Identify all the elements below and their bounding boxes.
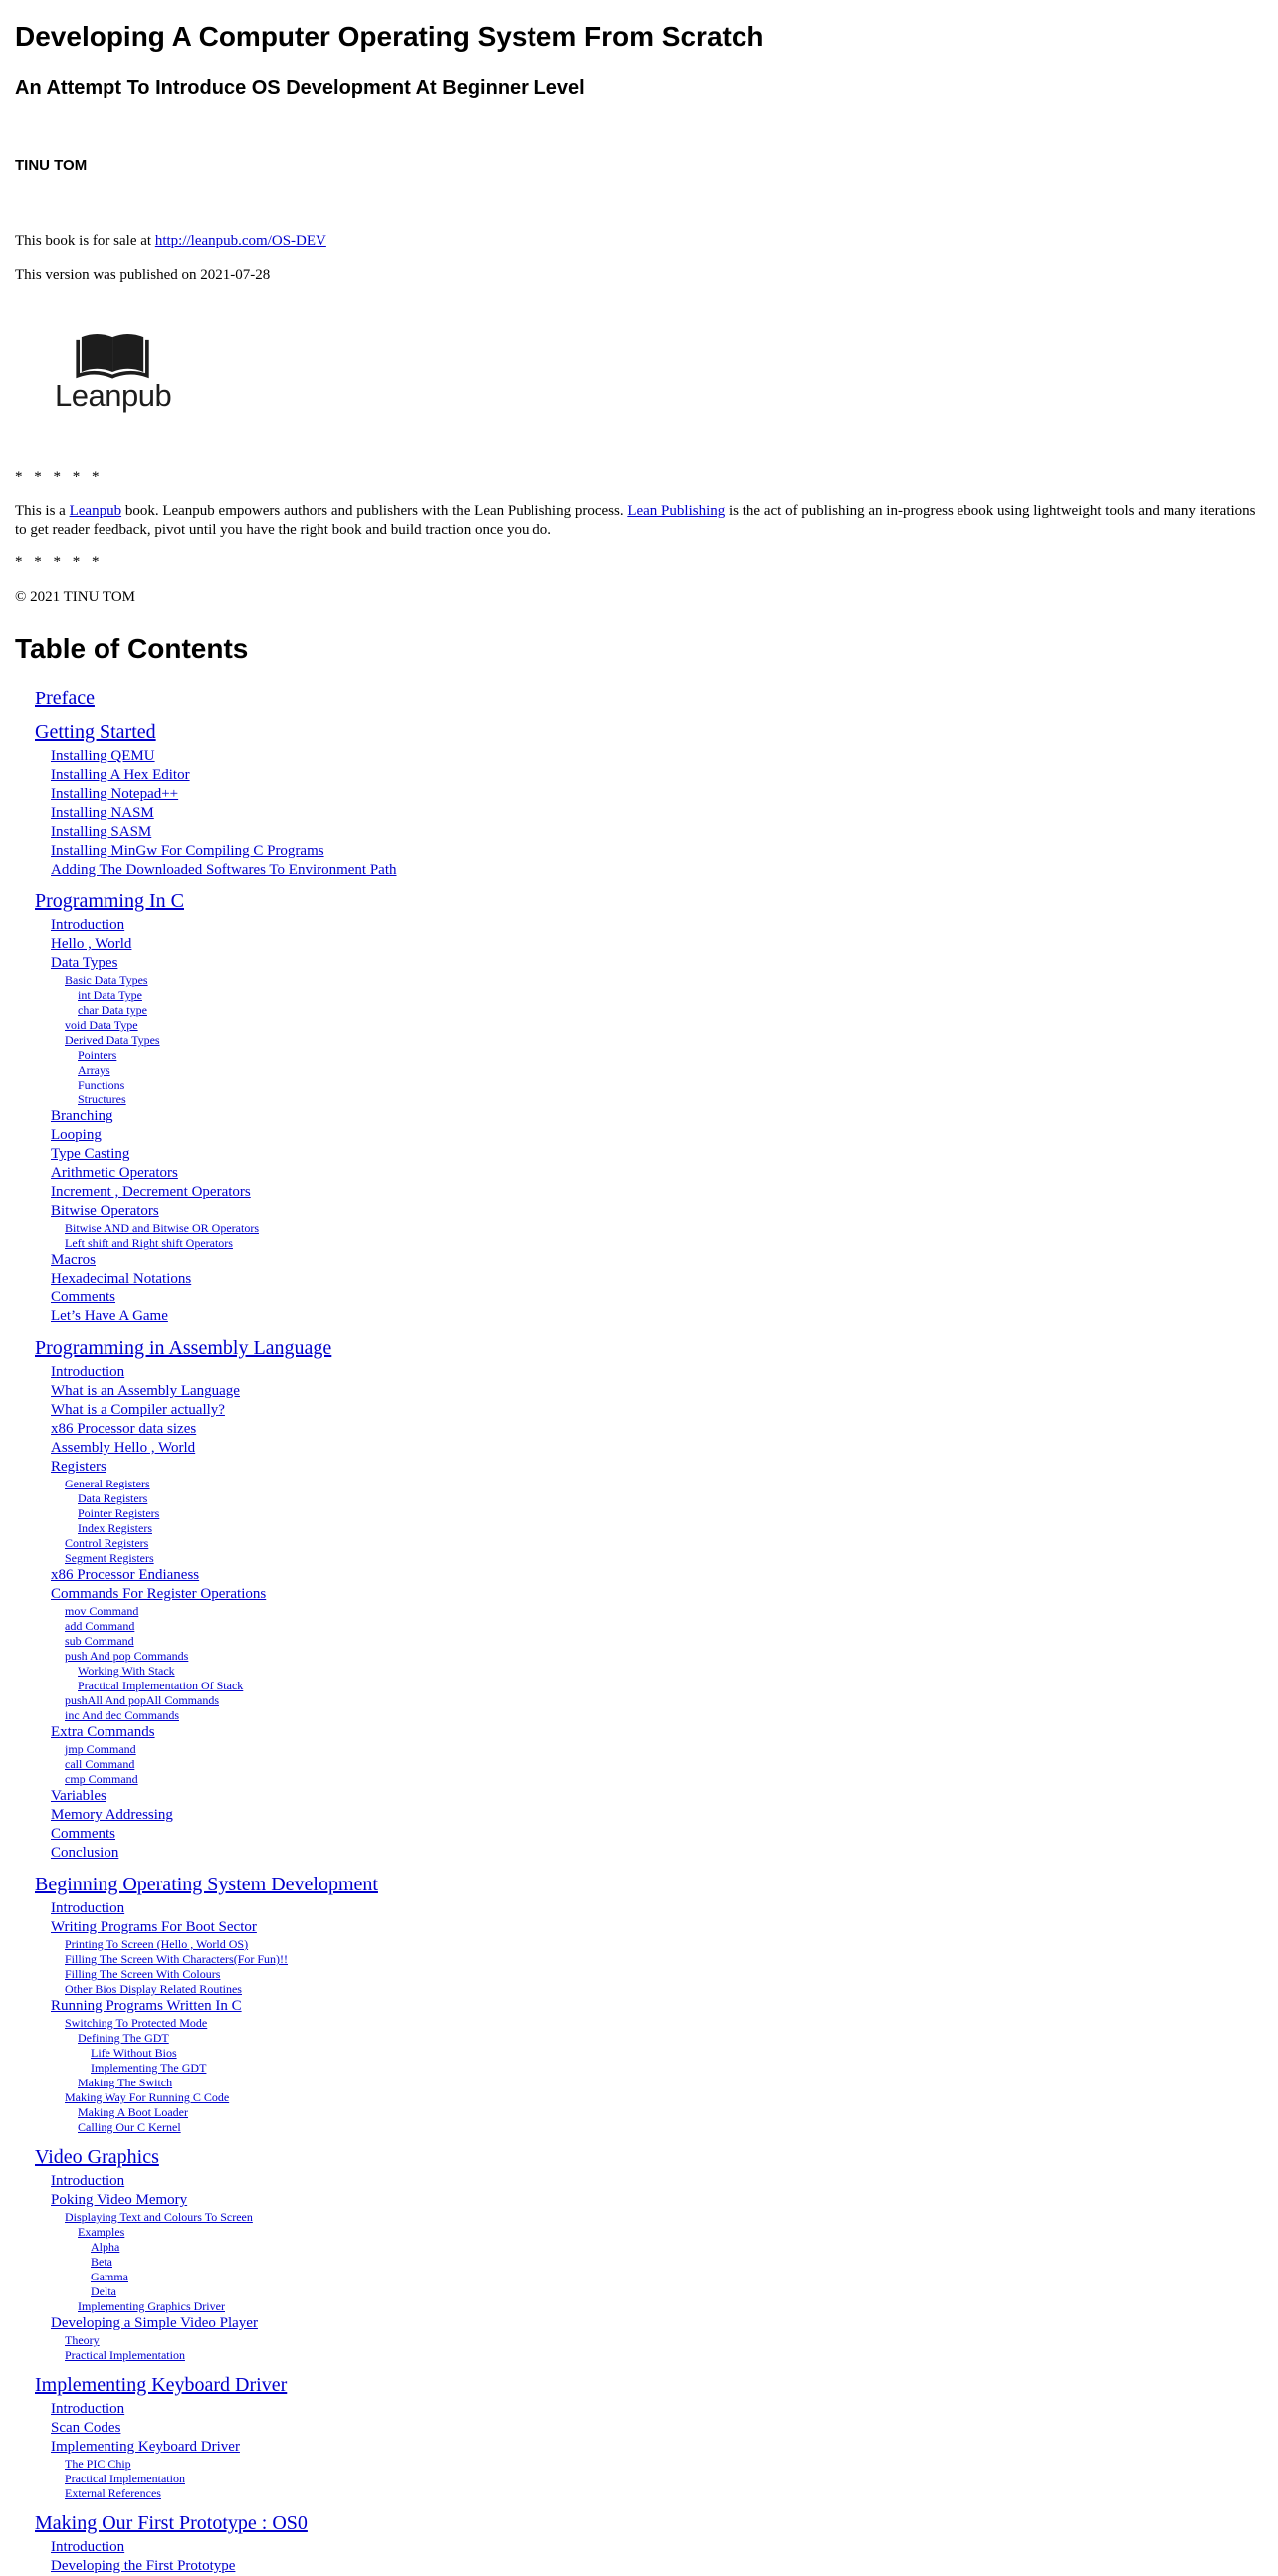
toc-link-level-4[interactable]: Data Registers bbox=[78, 1491, 148, 1505]
toc-link-level-3[interactable]: jmp Command bbox=[65, 1742, 136, 1756]
toc-link-level-4[interactable]: Making The Switch bbox=[78, 2076, 173, 2089]
toc-link-level-3[interactable]: Control Registers bbox=[65, 1536, 149, 1550]
leanpub-logo-text: Leanpub bbox=[55, 378, 172, 413]
toc-link-level-4[interactable]: Pointers bbox=[78, 1048, 117, 1062]
toc-link-level-3[interactable]: Basic Data Types bbox=[65, 973, 148, 987]
toc-link-level-3[interactable]: Bitwise AND and Bitwise OR Operators bbox=[65, 1221, 259, 1235]
toc-link-level-2[interactable]: Hexadecimal Notations bbox=[51, 1271, 192, 1287]
toc-link-level-2[interactable]: Hello , World bbox=[51, 936, 132, 952]
about-text-3: is the act of publishing an in-progress ebook using lightweight tools and many iterations to get reader feedback, pivot until you have the right book and build traction once you do. bbox=[15, 503, 1256, 538]
toc-link-level-4[interactable]: char Data type bbox=[78, 1003, 147, 1017]
toc-link-level-2[interactable]: Installing QEMU bbox=[51, 748, 155, 764]
toc-link-level-2[interactable]: Introduction bbox=[51, 1900, 125, 1916]
toc-link-level-2[interactable]: Poking Video Memory bbox=[51, 2192, 188, 2208]
toc-link-level-2[interactable]: Installing A Hex Editor bbox=[51, 767, 190, 783]
toc-link-level-2[interactable]: x86 Processor Endianess bbox=[51, 1567, 200, 1583]
copyright: © 2021 TINU TOM bbox=[15, 589, 135, 605]
toc-link-level-2[interactable]: Data Types bbox=[51, 955, 118, 971]
toc-link-level-2[interactable]: What is an Assembly Language bbox=[51, 1383, 240, 1399]
toc-link-level-1[interactable]: Implementing Keyboard Driver bbox=[35, 2374, 288, 2396]
book-subtitle: An Attempt To Introduce OS Development At Beginner Level bbox=[15, 77, 585, 99]
toc-link-level-2[interactable]: Comments bbox=[51, 1826, 116, 1842]
toc-link-level-1[interactable]: Getting Started bbox=[35, 721, 156, 743]
toc-link-level-2[interactable]: Implementing Keyboard Driver bbox=[51, 2439, 240, 2455]
toc-link-level-4[interactable]: Calling Our C Kernel bbox=[78, 2120, 181, 2134]
toc-link-level-3[interactable]: Displaying Text and Colours To Screen bbox=[65, 2210, 253, 2224]
toc-link-level-5[interactable]: Delta bbox=[91, 2284, 116, 2298]
published-line: This version was published on 2021-07-28 bbox=[15, 267, 271, 283]
toc-link-level-3[interactable]: Other Bios Display Related Routines bbox=[65, 1982, 242, 1996]
toc-link-level-2[interactable]: Writing Programs For Boot Sector bbox=[51, 1919, 257, 1935]
toc-link-level-2[interactable]: Commands For Register Operations bbox=[51, 1586, 267, 1602]
toc-link-level-2[interactable]: Introduction bbox=[51, 2539, 125, 2555]
toc-link-level-3[interactable]: Filling The Screen With Characters(For Fun)!! bbox=[65, 1952, 289, 1966]
toc-link-level-3[interactable]: inc And dec Commands bbox=[65, 1708, 179, 1722]
sale-link[interactable]: http://leanpub.com/OS-DEV bbox=[154, 233, 326, 249]
toc-link-level-2[interactable]: x86 Processor data sizes bbox=[51, 1421, 197, 1437]
leanpub-link[interactable]: Leanpub bbox=[69, 503, 122, 519]
toc-link-level-3[interactable]: void Data Type bbox=[65, 1018, 138, 1032]
toc-link-level-5[interactable]: Life Without Bios bbox=[91, 2046, 177, 2060]
toc-link-level-3[interactable]: Printing To Screen (Hello , World OS) bbox=[65, 1937, 249, 1951]
toc-link-level-2[interactable]: Installing Notepad++ bbox=[51, 786, 179, 802]
stars-divider-top: * * * * * bbox=[15, 469, 100, 485]
toc-link-level-2[interactable]: Developing a Simple Video Player bbox=[51, 2315, 258, 2331]
toc-link-level-3[interactable]: Practical Implementation bbox=[65, 2348, 185, 2362]
toc-link-level-2[interactable]: Variables bbox=[51, 1788, 106, 1804]
toc-link-level-1[interactable]: Preface bbox=[35, 688, 95, 709]
toc-link-level-5[interactable]: Implementing The GDT bbox=[91, 2061, 207, 2075]
toc-link-level-2[interactable]: Introduction bbox=[51, 2401, 125, 2417]
toc-link-level-2[interactable]: Introduction bbox=[51, 2173, 125, 2189]
toc-link-level-2[interactable]: Macros bbox=[51, 1252, 96, 1268]
toc-link-level-2[interactable]: Assembly Hello , World bbox=[51, 1440, 196, 1456]
toc-link-level-2[interactable]: Looping bbox=[51, 1127, 102, 1143]
toc-link-level-3[interactable]: The PIC Chip bbox=[65, 2457, 131, 2471]
toc-link-level-4[interactable]: Structures bbox=[78, 1092, 126, 1106]
toc-link-level-3[interactable]: External References bbox=[65, 2486, 161, 2500]
toc-link-level-5[interactable]: Beta bbox=[91, 2255, 112, 2269]
toc-link-level-4[interactable]: Defining The GDT bbox=[78, 2031, 169, 2045]
about-text-2: book. Leanpub empowers authors and publishers with the Lean Publishing process. bbox=[121, 503, 628, 519]
toc-link-level-3[interactable]: pushAll And popAll Commands bbox=[65, 1693, 220, 1707]
leanpub-book-icon bbox=[56, 328, 170, 383]
toc-link-level-4[interactable]: Pointer Registers bbox=[78, 1506, 160, 1520]
toc-link-level-2[interactable]: Increment , Decrement Operators bbox=[51, 1184, 251, 1200]
toc-link-level-3[interactable]: cmp Command bbox=[65, 1772, 138, 1786]
toc-link-level-2[interactable]: Scan Codes bbox=[51, 2420, 121, 2436]
toc-link-level-2[interactable]: Let’s Have A Game bbox=[51, 1308, 168, 1324]
toc-link-level-1[interactable]: Making Our First Prototype : OS0 bbox=[35, 2512, 308, 2534]
book-title: Developing A Computer Operating System From Scratch bbox=[15, 21, 764, 52]
toc-link-level-2[interactable]: Bitwise Operators bbox=[51, 1203, 159, 1219]
toc-link-level-3[interactable]: mov Command bbox=[65, 1604, 139, 1618]
author-name: TINU TOM bbox=[15, 157, 88, 174]
toc-link-level-4[interactable]: Practical Implementation Of Stack bbox=[78, 1679, 244, 1692]
toc-link-level-5[interactable]: Alpha bbox=[91, 2240, 120, 2254]
toc-link-level-4[interactable]: Implementing Graphics Driver bbox=[78, 2299, 225, 2313]
toc-link-level-4[interactable]: int Data Type bbox=[78, 988, 142, 1002]
toc-link-level-2[interactable]: Introduction bbox=[51, 917, 125, 933]
toc-link-level-2[interactable]: Installing MinGw For Compiling C Programs bbox=[51, 843, 324, 859]
toc-link-level-1[interactable]: Video Graphics bbox=[35, 2146, 159, 2168]
toc-link-level-2[interactable]: Installing NASM bbox=[51, 805, 154, 821]
stars-divider-bottom: * * * * * bbox=[15, 554, 100, 570]
sale-prefix: This book is for sale at bbox=[15, 233, 155, 249]
toc-link-level-2[interactable]: Conclusion bbox=[51, 1845, 119, 1861]
toc-link-level-4[interactable]: Making A Boot Loader bbox=[78, 2105, 188, 2119]
toc-link-level-4[interactable]: Arrays bbox=[78, 1063, 110, 1077]
toc-link-level-2[interactable]: Branching bbox=[51, 1108, 113, 1124]
toc-link-level-2[interactable]: Developing the First Prototype bbox=[51, 2558, 236, 2574]
about-paragraph bbox=[15, 502, 1263, 540]
toc-link-level-4[interactable]: Examples bbox=[78, 2225, 125, 2239]
toc-link-level-3[interactable]: Filling The Screen With Colours bbox=[65, 1967, 221, 1981]
toc-link-level-3[interactable]: Theory bbox=[65, 2333, 100, 2347]
toc-link-level-2[interactable]: Arithmetic Operators bbox=[51, 1165, 178, 1181]
toc-title: Table of Contents bbox=[15, 633, 249, 664]
toc-link-level-2[interactable]: Type Casting bbox=[51, 1146, 130, 1162]
toc-link-level-4[interactable]: Working With Stack bbox=[78, 1664, 175, 1678]
toc-link-level-2[interactable]: Installing SASM bbox=[51, 824, 152, 840]
toc-link-level-4[interactable]: Functions bbox=[78, 1078, 125, 1091]
toc-link-level-2[interactable]: Running Programs Written In C bbox=[51, 1998, 242, 2014]
toc-link-level-3[interactable]: Left shift and Right shift Operators bbox=[65, 1236, 233, 1250]
toc-link-level-3[interactable]: sub Command bbox=[65, 1634, 134, 1648]
toc-link-level-3[interactable]: call Command bbox=[65, 1757, 135, 1771]
toc-link-level-2[interactable]: Introduction bbox=[51, 1364, 125, 1380]
sale-line bbox=[15, 232, 1263, 251]
table-of-contents bbox=[35, 687, 1263, 2576]
toc-link-level-2[interactable]: Registers bbox=[51, 1459, 106, 1475]
toc-link-level-3[interactable]: push And pop Commands bbox=[65, 1649, 189, 1663]
toc-link-level-2[interactable]: Comments bbox=[51, 1289, 116, 1305]
toc-link-level-2[interactable]: What is a Compiler actually? bbox=[51, 1402, 225, 1418]
toc-link-level-3[interactable]: General Registers bbox=[65, 1477, 150, 1490]
toc-link-level-1[interactable]: Programming In C bbox=[35, 891, 184, 912]
toc-link-level-3[interactable]: Making Way For Running C Code bbox=[65, 2090, 230, 2104]
toc-link-level-3[interactable]: add Command bbox=[65, 1619, 135, 1633]
lean-publishing-link[interactable]: Lean Publishing bbox=[627, 503, 726, 519]
toc-link-level-2[interactable]: Memory Addressing bbox=[51, 1807, 173, 1823]
toc-link-level-3[interactable]: Segment Registers bbox=[65, 1551, 154, 1565]
toc-link-level-3[interactable]: Switching To Protected Mode bbox=[65, 2016, 208, 2030]
toc-link-level-3[interactable]: Derived Data Types bbox=[65, 1033, 160, 1047]
toc-link-level-3[interactable]: Practical Implementation bbox=[65, 2472, 185, 2485]
toc-link-level-1[interactable]: Programming in Assembly Language bbox=[35, 1337, 332, 1359]
toc-link-level-2[interactable]: Extra Commands bbox=[51, 1724, 155, 1740]
toc-link-level-5[interactable]: Gamma bbox=[91, 2270, 128, 2283]
toc-link-level-1[interactable]: Beginning Operating System Development bbox=[35, 1874, 378, 1895]
about-text-1: This is a bbox=[15, 503, 70, 519]
toc-link-level-4[interactable]: Index Registers bbox=[78, 1521, 152, 1535]
toc-link-level-2[interactable]: Adding The Downloaded Softwares To Environment Path bbox=[51, 862, 397, 878]
